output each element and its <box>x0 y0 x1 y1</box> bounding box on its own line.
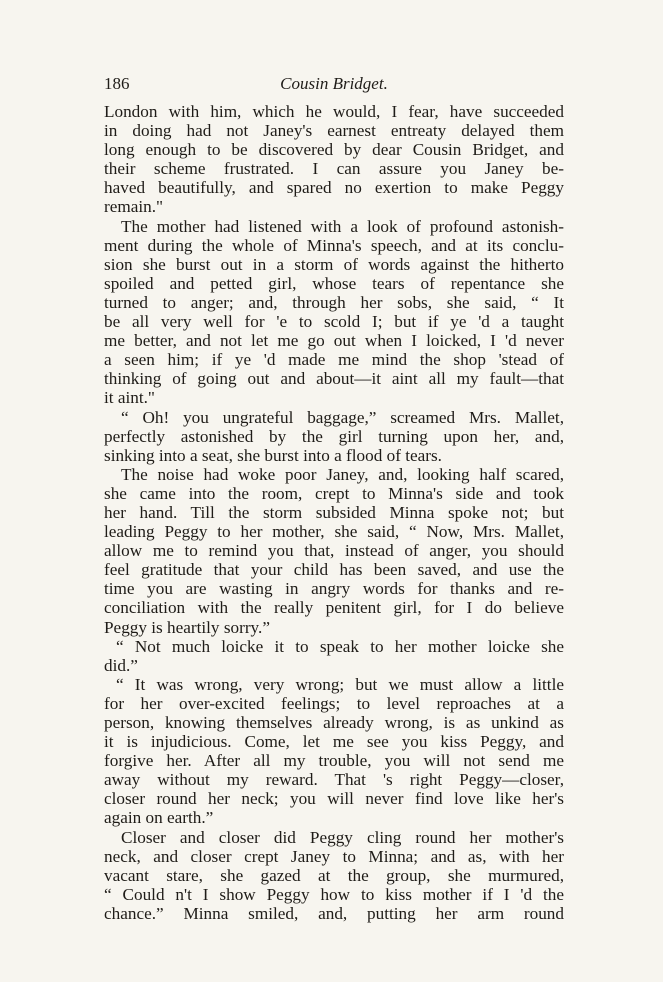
text-line: sinking into a seat, she burst into a flood of tears. <box>104 445 442 465</box>
body-text <box>104 102 564 923</box>
text-line: thinking of going out and about—it aint all my fault—that <box>104 369 564 389</box>
text-line: sion she burst out in a storm of words against the hitherto <box>104 254 564 274</box>
text-line: The mother had listened with a look of profound astonish- <box>121 216 564 236</box>
text-line: allow me to remind you that, instead of anger, you should <box>104 541 564 561</box>
text-line: be all very well for 'e to scold I; but if ye 'd a taught <box>104 312 564 332</box>
text-line: haved beautifully, and spared no exertion to make Peggy <box>104 178 564 198</box>
text-line: person, knowing themselves already wrong, is as unkind as <box>104 713 564 732</box>
text-line: turned to anger; and, through her sobs, she said, “ It <box>104 292 564 312</box>
text-line: conciliation with the really penitent girl, for I do believe <box>104 598 564 618</box>
text-line: closer round her neck; you will never find love like her's <box>104 789 564 809</box>
text-line: “ Oh! you ungrateful baggage,” screamed Mrs. Mallet, <box>121 407 564 427</box>
running-title: Cousin Bridget. <box>280 74 388 93</box>
text-line: “ It was wrong, very wrong; but we must allow a little <box>116 674 564 694</box>
text-line: “ Not much loicke it to speak to her mother loicke she <box>116 636 564 656</box>
text-line: did.” <box>104 655 138 675</box>
text-line: spoiled and petted girl, whose tears of repentance she <box>104 273 564 293</box>
text-line: it aint." <box>104 388 155 408</box>
text-line: leading Peggy to her mother, she said, “ Now, Mrs. Mallet, <box>104 522 564 542</box>
text-line: forgive her. After all my trouble, you will not send me <box>104 751 564 771</box>
text-line: in doing had not Janey's earnest entreaty delayed them <box>104 121 564 141</box>
text-line: a seen him; if ye 'd made me mind the shop 'stead of <box>104 350 564 370</box>
page-number: 186 <box>104 74 130 93</box>
text-line: Peggy is heartily sorry.” <box>104 617 270 637</box>
text-line: it is injudicious. Come, let me see you kiss Peggy, and <box>104 732 564 752</box>
text-line: long enough to be discovered by dear Cousin Bridget, and <box>104 140 564 160</box>
text-line: “ Could n't I show Peggy how to kiss mother if I 'd the <box>104 884 564 904</box>
text-line: The noise had woke poor Janey, and, looking half scared, <box>121 464 564 484</box>
text-line: Closer and closer did Peggy cling round her mother's <box>121 827 564 847</box>
text-line: away without my reward. That 's right Peggy—closer, <box>104 770 564 790</box>
text-line: chance.” Minna smiled, and, putting her arm round <box>104 903 564 923</box>
text-line: feel gratitude that your child has been saved, and use the <box>104 560 564 580</box>
text-line: London with him, which he would, I fear, have succeeded <box>104 102 564 121</box>
text-line: her hand. Till the storm subsided Minna spoke not; but <box>104 502 564 522</box>
text-line: me better, and not let me go out when I loicked, I 'd never <box>104 331 564 351</box>
text-line: remain." <box>104 197 164 217</box>
text-line: their scheme frustrated. I can assure you Janey be- <box>104 159 564 179</box>
text-line: vacant stare, she gazed at the group, she murmured, <box>104 865 564 885</box>
text-line: again on earth.” <box>104 808 214 828</box>
page-header <box>104 74 564 96</box>
text-line: perfectly astonished by the girl turning upon her, and, <box>104 426 564 446</box>
text-line: she came into the room, crept to Minna's side and took <box>104 483 564 503</box>
text-line: time you are wasting in angry words for thanks and re- <box>104 579 564 599</box>
text-line: ment during the whole of Minna's speech, and at its conclu- <box>104 235 564 255</box>
text-line: neck, and closer crept Janey to Minna; and as, with her <box>104 846 564 866</box>
text-line: for her over-excited feelings; to level reproaches at a <box>104 693 564 713</box>
